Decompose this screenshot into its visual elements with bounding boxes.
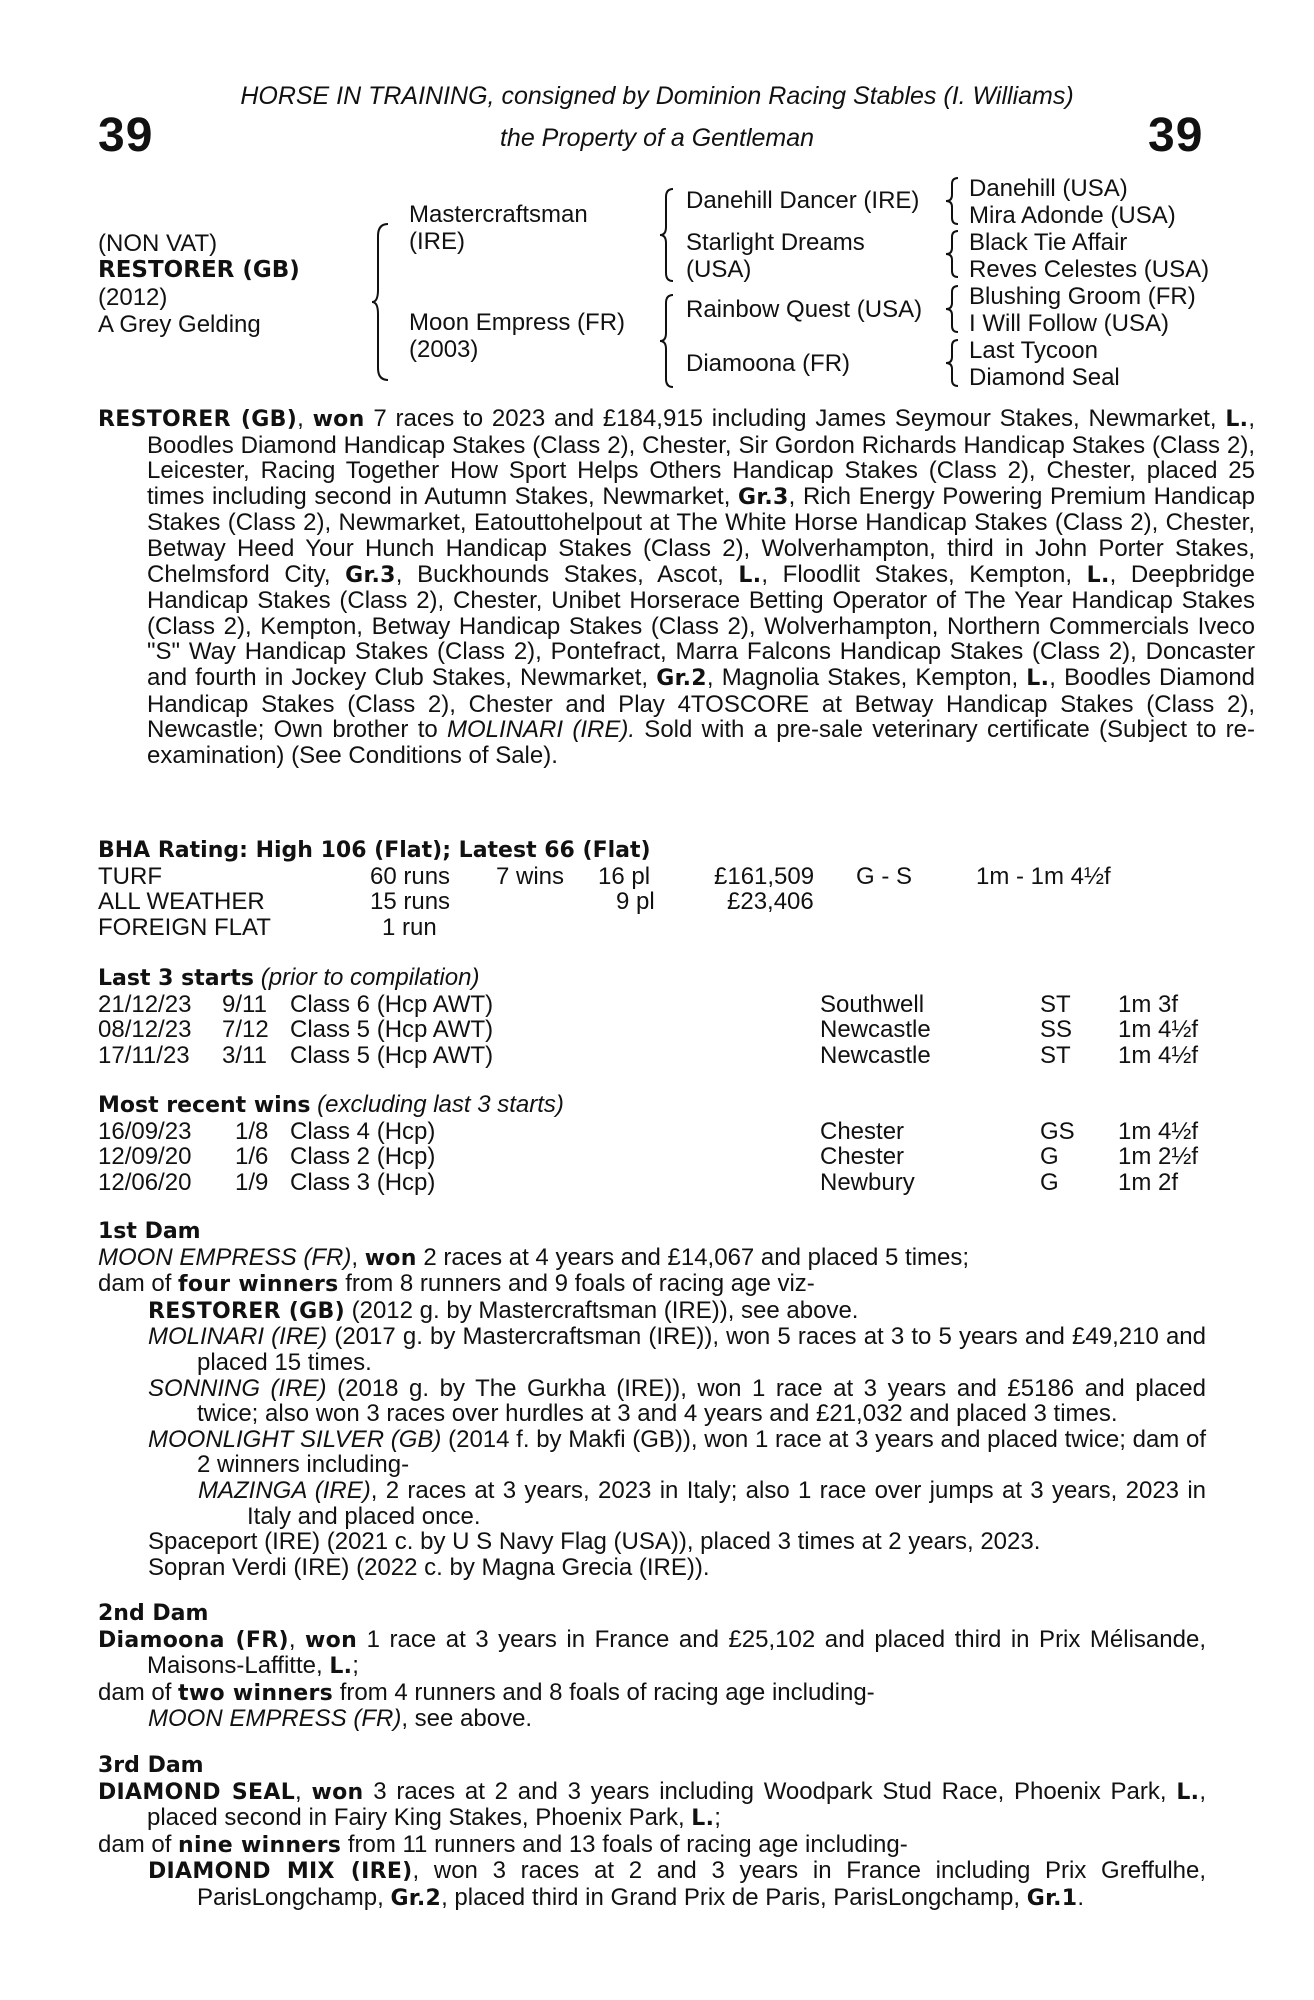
progeny-entry <box>98 1478 1206 1529</box>
start-course: Newcastle <box>820 1016 931 1044</box>
second-dam-won: won <box>305 1627 358 1653</box>
rating-surface: FOREIGN FLAT <box>98 913 271 941</box>
win-date: 12/06/20 <box>98 1168 192 1196</box>
start-going: ST <box>1040 1041 1071 1069</box>
summary-text: , Boodles Diamond Handicap Stakes (Class 2), Chester, Sir Gordon Richards Handicap Stakes (Class 2), Leicester, Racing Together How Sport Helps Others Handicap Stakes (Class 2), Chester, placed 25 times including second in Autumn Stakes, Newmarket, <box>147 405 1256 510</box>
win-class: Class 2 (Hcp) <box>290 1143 436 1171</box>
vat-status: (NON VAT) <box>98 230 218 257</box>
pedigree-brace-sire <box>658 187 676 283</box>
gg-3: Black Tie Affair <box>969 229 1128 256</box>
first-dam-won: won <box>364 1245 417 1271</box>
start-class: Class 5 (Hcp AWT) <box>290 1041 494 1069</box>
gg-5: Blushing Groom (FR) <box>969 283 1196 310</box>
progeny-text: (2018 g. by The Gurkha (IRE)), won 1 race at 3 years and £5186 and placed twice; also won 3 races over hurdles at 3 and 4 years and £21,032 and placed 3 times. <box>197 1374 1207 1428</box>
progeny-text: (2014 f. by Makfi (GB)), won 1 race at 3 years and placed twice; dam of 2 winners including- <box>197 1425 1207 1479</box>
start-distance: 1m 4½f <box>1118 1041 1199 1069</box>
listed-marker: L. <box>1026 665 1050 691</box>
rating-going: G - S <box>856 862 913 890</box>
summary-horse-name: RESTORER (GB) <box>98 407 298 432</box>
last-3-starts <box>98 965 1206 1068</box>
third-dam-heading: 3rd Dam <box>98 1753 204 1778</box>
win-row <box>98 1119 1206 1145</box>
start-row <box>98 1017 1206 1043</box>
progeny-name: MAZINGA (IRE) <box>198 1476 371 1504</box>
dam <box>409 309 625 363</box>
win-distance: 1m 2½f <box>1118 1143 1199 1171</box>
last3-note: (prior to compilation) <box>260 964 480 991</box>
progeny-name: MOLINARI (IRE) <box>148 1323 328 1351</box>
second-dam-heading: 2nd Dam <box>98 1601 209 1626</box>
start-date: 17/11/23 <box>98 1041 190 1069</box>
start-row <box>98 1043 1206 1069</box>
pedigree-brace-g2 <box>944 229 960 279</box>
win-course: Newbury <box>820 1168 915 1196</box>
dam-year: (2003) <box>409 336 479 363</box>
win-course: Chester <box>820 1143 905 1171</box>
win-date: 12/09/20 <box>98 1143 192 1171</box>
lot-number-right: 39 <box>1148 109 1204 162</box>
rating-surface: TURF <box>98 862 162 890</box>
sire-dam-name: Starlight Dreams <box>686 229 865 256</box>
start-position: 7/12 <box>222 1016 269 1044</box>
text: dam of <box>98 1270 179 1298</box>
win-class: Class 4 (Hcp) <box>290 1117 436 1145</box>
listed-marker: L. <box>1176 1779 1200 1805</box>
sire-name: Mastercraftsman <box>409 201 588 228</box>
win-course: Chester <box>820 1117 905 1145</box>
start-distance: 1m 4½f <box>1118 1016 1199 1044</box>
recent-heading: Most recent wins <box>98 1093 311 1118</box>
win-date: 16/09/23 <box>98 1117 192 1145</box>
first-dam-heading: 1st Dam <box>98 1219 201 1244</box>
win-position: 1/6 <box>235 1143 269 1171</box>
sire <box>409 201 588 255</box>
listed-marker: L. <box>1225 407 1249 432</box>
progeny-entry <box>98 1427 1206 1478</box>
win-going: GS <box>1040 1117 1075 1145</box>
rating-row <box>98 889 1206 915</box>
start-position: 9/11 <box>222 990 267 1018</box>
rating-section <box>98 838 1206 940</box>
sire-country: (IRE) <box>409 228 465 255</box>
rating-placed: 9 pl <box>616 888 655 916</box>
recent-note: (excluding last 3 starts) <box>317 1091 564 1118</box>
rating-runs: 15 runs <box>370 888 451 916</box>
great-grandparents <box>969 175 1209 391</box>
summary-text: 7 races to 2023 and £184,915 including James Seymour Stakes, Newmarket, <box>364 405 1226 432</box>
progeny-text: (2012 g. by Mastercraftsman (IRE)), see above. <box>344 1296 859 1324</box>
win-going: G <box>1040 1168 1059 1196</box>
rating-row <box>98 864 1206 890</box>
start-date: 21/12/23 <box>98 990 192 1018</box>
rating-runs: 1 run <box>382 913 437 941</box>
text: ; <box>352 1652 359 1680</box>
summary-won: won <box>312 407 365 432</box>
start-course: Southwell <box>820 990 925 1018</box>
first-dam-section: 1st Dam MOON EMPRESS (FR), won 2 races at 4 years and £14,067 and placed 5 times; dam of four winners from 8 runners and 9 foals of racing age viz- RESTORER (GB) (2012 g. by Mastercraftsman (IRE)), see above. MOLINARI (IRE) (2017 g. by Mastercraftsman (IRE)), won 5 races at 3 to 5 years and £49,210 and placed 15 times. SONNING (IRE) (2018 g. by The Gurkha (IRE)), won 1 race at 3 years and £5186 and placed twice; also won 3 races over hurdles at 3 and 4 years and £21,032 and placed 3 times. MOONLIGHT SILVER (GB) (2014 f. by Makfi (GB)), won 1 race at 3 years and placed twice; dam of 2 winners including- MAZINGA (IRE), 2 races at 3 years, 2023 in Italy; also 1 race over jumps at 3 years, 2023 in Italy and placed once. Spaceport (IRE) (2021 c. by U S Navy Flag (USA)), placed 3 times at 2 years, 2023. Sopran Verdi (IRE) (2022 c. by Magna Grecia (IRE)). <box>98 1219 1207 1581</box>
horse-year: (2012) <box>98 284 168 311</box>
second-dam-name: Diamoona (FR) <box>98 1627 289 1653</box>
progeny-entry: Spaceport (IRE) (2021 c. by U S Navy Flag (USA)), placed 3 times at 2 years, 2023. <box>148 1528 1041 1556</box>
progeny-name: SONNING (IRE) <box>148 1374 327 1402</box>
progeny-text: (2017 g. by Mastercraftsman (IRE)), won 5 races at 3 to 5 years and £49,210 and placed 15 times. <box>197 1323 1206 1376</box>
brother-name: MOLINARI (IRE). <box>447 716 635 744</box>
pedigree-brace-dam <box>658 293 676 389</box>
winners-count: two winners <box>178 1680 334 1706</box>
last3-heading: Last 3 starts <box>98 966 255 991</box>
progeny-entry <box>98 1324 1206 1375</box>
sire-sire: Danehill Dancer (IRE) <box>686 187 920 214</box>
third-dam-name: DIAMOND SEAL <box>98 1779 296 1805</box>
start-position: 3/11 <box>222 1041 267 1069</box>
summary-text: , Rich Energy Powering Premium Handicap Stakes (Class 2), Newmarket, Eatouttohelpout at The White Horse Handicap Stakes (Class 2), Chester, Betway Heed Your Hunch Handicap Stakes (Class 2), Wolverhampton, third in John Porter Stakes, Chelmsford City, <box>147 482 1255 588</box>
rating-runs: 60 runs <box>370 862 451 890</box>
win-going: G <box>1040 1143 1059 1171</box>
text: from 11 runners and 13 foals of racing age including- <box>341 1830 908 1858</box>
second-dam-section: 2nd Dam Diamoona (FR), won 1 race at 3 years in France and £25,102 and placed third in Prix Mélisande, Maisons-Laffitte, L.; dam of two winners from 4 runners and 8 foals of racing age including- MOON EMPRESS (FR), see above. <box>98 1601 1206 1733</box>
winners-count: nine winners <box>178 1832 342 1858</box>
text: 3 races at 2 and 3 years including Woodpark Stud Race, Phoenix Park, <box>363 1777 1177 1805</box>
progeny-entry <box>98 1298 1206 1325</box>
win-class: Class 3 (Hcp) <box>290 1168 436 1196</box>
rating-heading: BHA Rating: High 106 (Flat); Latest 66 (Flat) <box>98 838 651 863</box>
summary-text: , Magnolia Stakes, Kempton, <box>706 663 1027 691</box>
gg-8: Diamond Seal <box>969 364 1120 391</box>
start-course: Newcastle <box>820 1041 931 1069</box>
listed-marker: L. <box>1086 562 1110 588</box>
horse-info <box>98 230 300 338</box>
summary-text: Sold with a pre-sale veterinary certificate (Subject to re-examination) (See Conditions of Sale). <box>147 716 1256 769</box>
listed-marker: L. <box>738 562 762 588</box>
text: from 4 runners and 8 foals of racing age including- <box>333 1678 875 1706</box>
text: dam of <box>98 1830 179 1858</box>
dam-sire: Rainbow Quest (USA) <box>686 296 923 323</box>
start-distance: 1m 3f <box>1118 990 1179 1018</box>
consignor-line: HORSE IN TRAINING, consigned by Dominion Racing Stables (I. Williams) <box>240 82 1074 110</box>
text: , won 3 races at 2 and 3 years in France including Prix Greffulhe, ParisLongchamp, <box>197 1857 1207 1911</box>
rating-wins: 7 wins <box>496 862 565 890</box>
progeny-entry <box>98 1858 1206 1911</box>
progeny-entry <box>98 1376 1206 1427</box>
rating-prize: £23,406 <box>727 888 814 916</box>
listed-marker: L. <box>329 1654 353 1680</box>
progeny-text: , 2 races at 3 years, 2023 in Italy; also 1 race over jumps at 3 years, 2023 in Italy and placed once. <box>247 1476 1206 1530</box>
third-dam-won: won <box>311 1779 364 1805</box>
property-line: the Property of a Gentleman <box>499 124 815 152</box>
progeny-entry <box>98 1706 1206 1732</box>
rating-surface: ALL WEATHER <box>98 888 265 916</box>
start-date: 08/12/23 <box>98 1016 192 1044</box>
text: from 8 runners and 9 foals of racing age viz- <box>338 1270 815 1298</box>
start-class: Class 5 (Hcp AWT) <box>290 1016 494 1044</box>
sire-dam <box>686 229 865 283</box>
pedigree-brace-g1 <box>944 176 960 226</box>
pedigree-brace-main <box>370 222 392 382</box>
rating-row <box>98 915 1206 941</box>
text: , placed third in Grand Prix de Paris, ParisLongchamp, <box>441 1883 1027 1911</box>
text: . <box>1077 1883 1085 1911</box>
rating-distance: 1m - 1m 4½f <box>976 862 1111 890</box>
text: 1 race at 3 years in France and £25,102 and placed third in Prix Mélisande, Maisons-Laffitte, <box>147 1625 1206 1680</box>
text: , placed second in Fairy King Stakes, Phoenix Park, <box>147 1777 1206 1832</box>
sire-dam-country: (USA) <box>686 256 752 283</box>
group-marker: Gr.3 <box>738 484 789 510</box>
gg-6: I Will Follow (USA) <box>969 310 1170 337</box>
start-going: SS <box>1040 1016 1073 1044</box>
group-marker: Gr.3 <box>345 562 396 588</box>
group-marker: Gr.2 <box>656 665 707 691</box>
pedigree-brace-g4 <box>944 338 960 388</box>
rating-prize: £161,509 <box>714 862 815 890</box>
start-class: Class 6 (Hcp AWT) <box>290 990 494 1018</box>
progeny-text: , see above. <box>401 1705 533 1733</box>
gg-2: Mira Adonde (USA) <box>969 202 1176 229</box>
text: ; <box>714 1804 721 1832</box>
group-marker: Gr.1 <box>1026 1885 1078 1911</box>
pedigree-brace-g3 <box>944 284 960 334</box>
summary-text: , Floodlit Stakes, Kempton, <box>761 560 1087 588</box>
progeny-name: DIAMOND MIX (IRE) <box>148 1859 413 1885</box>
race-summary: RESTORER (GB), won 7 races to 2023 and £184,915 including James Seymour Stakes, Newmarket, L., Boodles Diamond Handicap Stakes (Class 2), Chester, Sir Gordon Richards Handicap Stakes (Class 2), Leicester, Racing Together How Sport Helps Others Handicap Stakes (Class 2), Chester, placed 25 times including second in Autumn Stakes, Newmarket, Gr.3, Rich Energy Powering Premium Handicap Stakes (Class 2), Newmarket, Eatouttohelpout at The White Horse Handicap Stakes (Class 2), Chester, Betway Heed Your Hunch Handicap Stakes (Class 2), Wolverhampton, third in John Porter Stakes, Chelmsford City, Gr.3, Buckhounds Stakes, Ascot, L., Floodlit Stakes, Kempton, L., Deepbridge Handicap Stakes (Class 2), Chester, Unibet Horserace Betting Operator of The Year Handicap Stakes (Class 2), Kempton, Betway Handicap Stakes (Class 2), Wolverhampton, Northern Commercials Iveco "S" Way Handicap Stakes (Class 2), Pontefract, Marra Falcons Handicap Stakes (Class 2), Doncaster and fourth in Jockey Club Stakes, Newmarket, Gr.2, Magnolia Stakes, Kempton, L., Boodles Diamond Handicap Stakes (Class 2), Chester and Play 4TOSCORE at Betway Handicap Stakes (Class 2), Newcastle; Own brother to MOLINARI (IRE). Sold with a pre-sale veterinary certificate (Subject to re-examination) (See Conditions of Sale). <box>98 405 1256 769</box>
progeny-name: MOON EMPRESS (FR) <box>148 1705 402 1733</box>
progeny-name: RESTORER (GB) <box>148 1298 345 1324</box>
listed-marker: L. <box>691 1806 715 1832</box>
win-distance: 1m 4½f <box>1118 1117 1199 1145</box>
most-recent-wins <box>98 1092 1206 1195</box>
summary-text: , Buckhounds Stakes, Ascot, <box>395 560 739 588</box>
progeny-entry: Sopran Verdi (IRE) (2022 c. by Magna Grecia (IRE)). <box>148 1553 710 1581</box>
lot-number-left: 39 <box>98 109 154 162</box>
group-marker: Gr.2 <box>390 1885 442 1911</box>
text: dam of <box>98 1678 179 1706</box>
gg-1: Danehill (USA) <box>969 175 1128 202</box>
win-row <box>98 1170 1206 1196</box>
gg-4: Reves Celestes (USA) <box>969 256 1210 283</box>
horse-description: A Grey Gelding <box>98 311 261 338</box>
winners-count: four winners <box>178 1272 339 1298</box>
first-dam-record: 2 races at 4 years and £14,067 and placed 5 times; <box>416 1243 970 1271</box>
gg-7: Last Tycoon <box>969 337 1098 364</box>
start-going: ST <box>1040 990 1071 1018</box>
first-dam-name: MOON EMPRESS (FR) <box>98 1243 352 1271</box>
start-row <box>98 992 1206 1018</box>
summary-text: , Deepbridge Handicap Stakes (Class 2), Chester, Unibet Horserace Betting Operator of The Year Handicap Stakes (Class 2), Kempton, Betway Handicap Stakes (Class 2), Wolverhampton, Northern Commercials Iveco "S" Way Handicap Stakes (Class 2), Pontefract, Marra Falcons Handicap Stakes (Class 2), Doncaster and fourth in Jockey Club Stakes, Newmarket, <box>147 560 1255 691</box>
horse-name: RESTORER (GB) <box>98 257 300 283</box>
summary-text: , Boodles Diamond Handicap Stakes (Class 2), Chester and Play 4TOSCORE at Betway Handicap Stakes (Class 2), Newcastle; Own brother to <box>147 663 1256 744</box>
third-dam-section: 3rd Dam DIAMOND SEAL, won 3 races at 2 and 3 years including Woodpark Stud Race, Phoenix Park, L., placed second in Fairy King Stakes, Phoenix Park, L.; dam of nine winners from 11 runners and 13 foals of racing age including- DIAMOND MIX (IRE), won 3 races at 2 and 3 years in France including Prix Greffulhe, ParisLongchamp, Gr.2, placed third in Grand Prix de Paris, ParisLongchamp, Gr.1. <box>98 1753 1207 1911</box>
dam-dam: Diamoona (FR) <box>686 350 851 377</box>
progeny-name: MOONLIGHT SILVER (GB) <box>148 1425 442 1453</box>
dam-name: Moon Empress (FR) <box>409 309 626 336</box>
win-position: 1/9 <box>235 1168 269 1196</box>
win-position: 1/8 <box>235 1117 269 1145</box>
win-distance: 1m 2f <box>1118 1168 1179 1196</box>
rating-placed: 16 pl <box>598 862 651 890</box>
win-row <box>98 1144 1206 1170</box>
